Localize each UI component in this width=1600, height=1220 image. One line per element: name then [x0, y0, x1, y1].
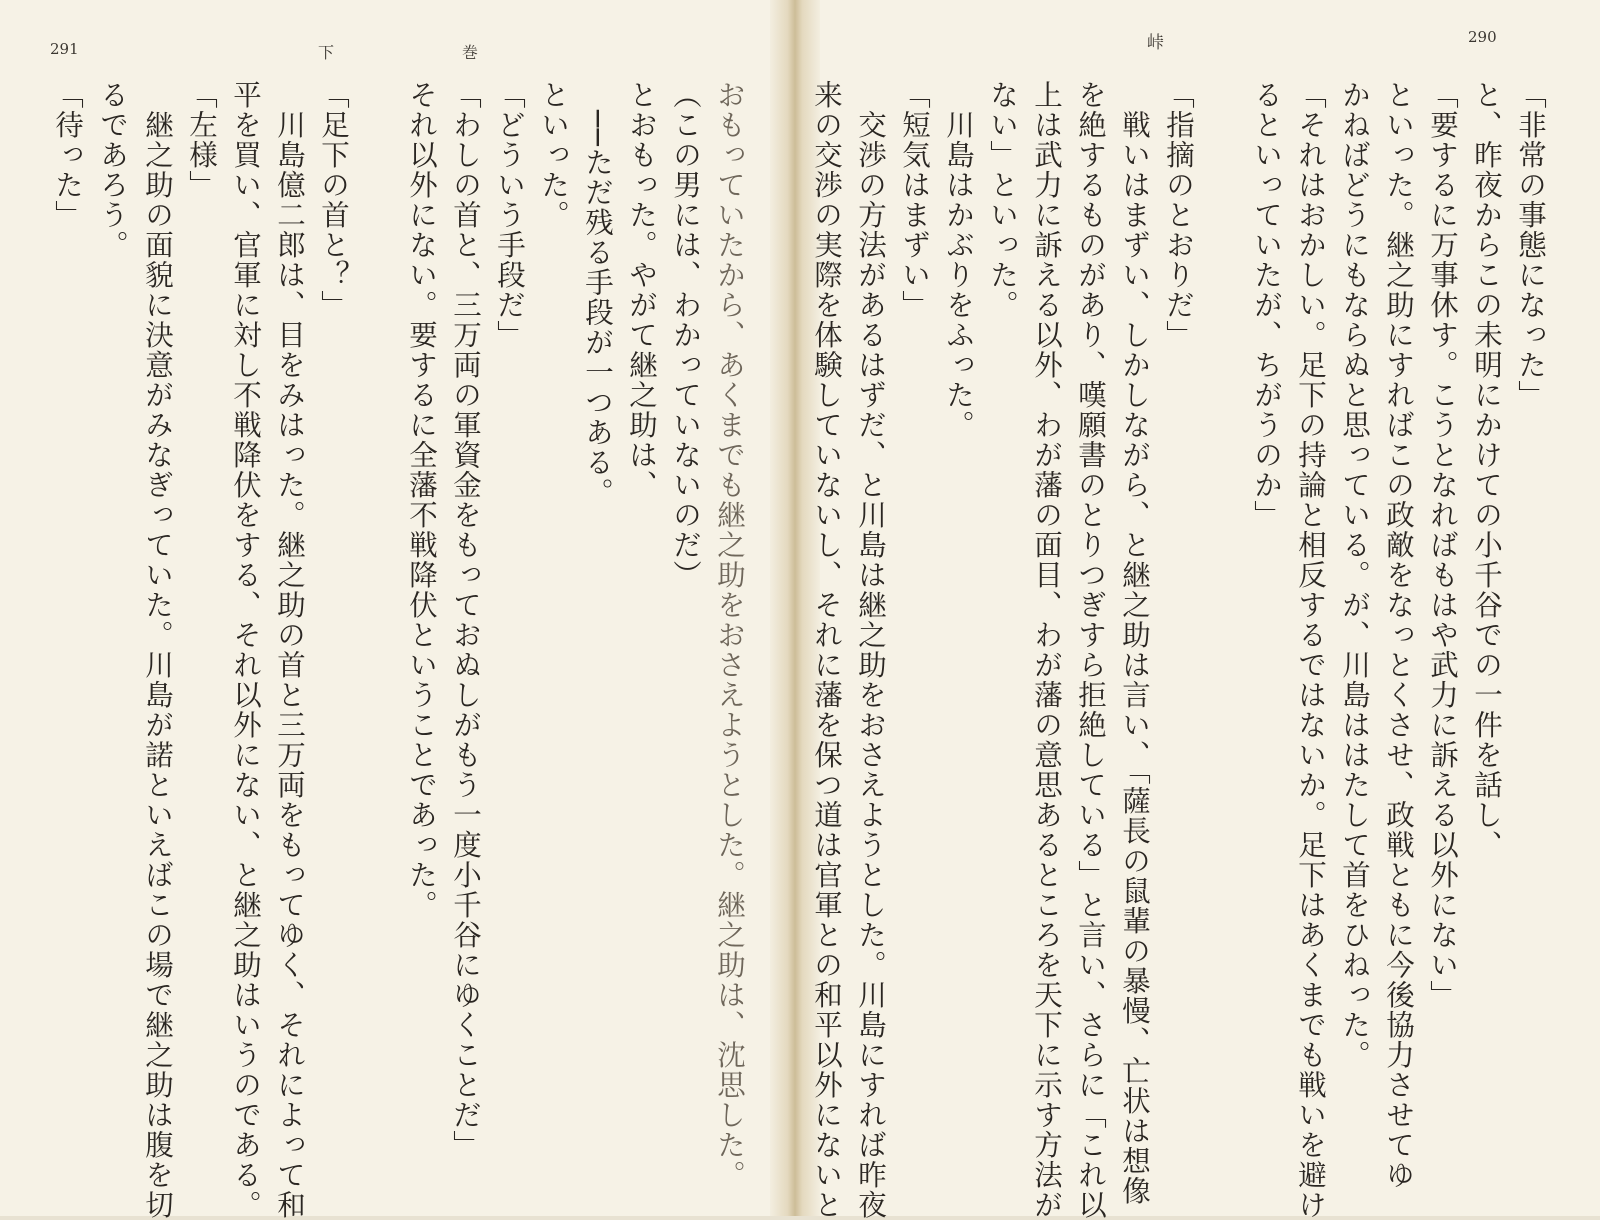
text-column: 川島はかぶりをふった。 — [942, 80, 975, 440]
text-column: 戦いはまずい、しかしながら、と継之助は言い、「薩長の鼠輩の暴慢、亡状は想像 — [1118, 80, 1151, 1206]
text-column: といった。継之助にすればこの政敵をなっとくさせ、政戦ともに今後協力させてゆ — [1382, 80, 1415, 1190]
text-column: ──ただ残る手段が一つある。 — [581, 80, 614, 508]
text-column: 「短気はまずい」 — [898, 80, 931, 320]
text-column: 「待った」 — [51, 80, 84, 230]
text-column: 「わしの首と、三万両の軍資金をもっておぬしがもう一度小千谷にゆくことだ」 — [449, 80, 482, 1160]
text-column: それ以外にない。要するに全藩不戦降伏ということであった。 — [405, 80, 438, 920]
text-column: るであろう。 — [96, 80, 129, 260]
text-column: 「足下の首と？」 — [317, 80, 350, 320]
text-column: 交渉の方法があるはずだ、と川島は継之助をおさえようとした。川島にすれば昨夜 — [854, 80, 887, 1220]
text-column: 川島億二郎は、目をみはった。継之助の首と三万両をもってゆく、それによって和 — [273, 80, 306, 1220]
running-header-ge: 下 — [318, 43, 335, 62]
left-page — [0, 0, 785, 1220]
text-column: 「左様」 — [185, 80, 218, 200]
text-column: 来の交渉の実際を体験していないし、それに藩を保つ道は官軍との和平以外にないと — [810, 80, 843, 1220]
text-column: るといっていたが、ちがうのか」 — [1250, 80, 1283, 530]
running-header-touge: 峠 — [1147, 33, 1164, 53]
text-column: 「どういう手段だ」 — [493, 80, 526, 350]
text-column: 「要するに万事休す。こうとなればもはや武力に訴える以外にない」 — [1426, 80, 1459, 1010]
text-column: かねばどうにもならぬと思っている。が、川島ははたして首をひねった。 — [1338, 80, 1371, 1070]
right-page-number: 290 — [1468, 28, 1497, 46]
text-column: といった。 — [537, 80, 570, 230]
text-column: 継之助の面貌に決意がみなぎっていた。川島が諾といえばこの場で継之助は腹を切 — [141, 80, 174, 1220]
text-column: ない」といった。 — [986, 80, 1019, 320]
running-header-kan: 巻 — [462, 43, 479, 62]
text-column: と、昨夜からこの未明にかけての小千谷での一件を話し、 — [1470, 80, 1503, 860]
text-column: を絶するものがあり、嘆願書のとりつぎすら拒絶している」と言い、さらに「これ以 — [1074, 80, 1107, 1220]
text-column: （この男には、わかっていないのだ） — [669, 80, 702, 590]
text-column: 上は武力に訴える以外、わが藩の面目、わが藩の意思あるところを天下に示す方法が — [1030, 80, 1063, 1220]
text-column: おもっていたから、あくまでも継之助をおさえようとした。継之助は、沈思した。 — [713, 80, 746, 1190]
text-column: とおもった。やがて継之助は、 — [625, 80, 658, 500]
text-column: 「非常の事態になった」 — [1514, 80, 1547, 410]
text-column: 「それはおかしい。足下の持論と相反するではないか。足下はあくまでも戦いを避け — [1294, 80, 1327, 1220]
left-page-number: 291 — [50, 40, 79, 58]
text-column: 「指摘のとおりだ」 — [1162, 80, 1195, 350]
right-page — [805, 0, 1600, 1220]
text-column: 平を買い、官軍に対し不戦降伏をする、それ以外にない、と継之助はいうのである。 — [229, 80, 262, 1220]
